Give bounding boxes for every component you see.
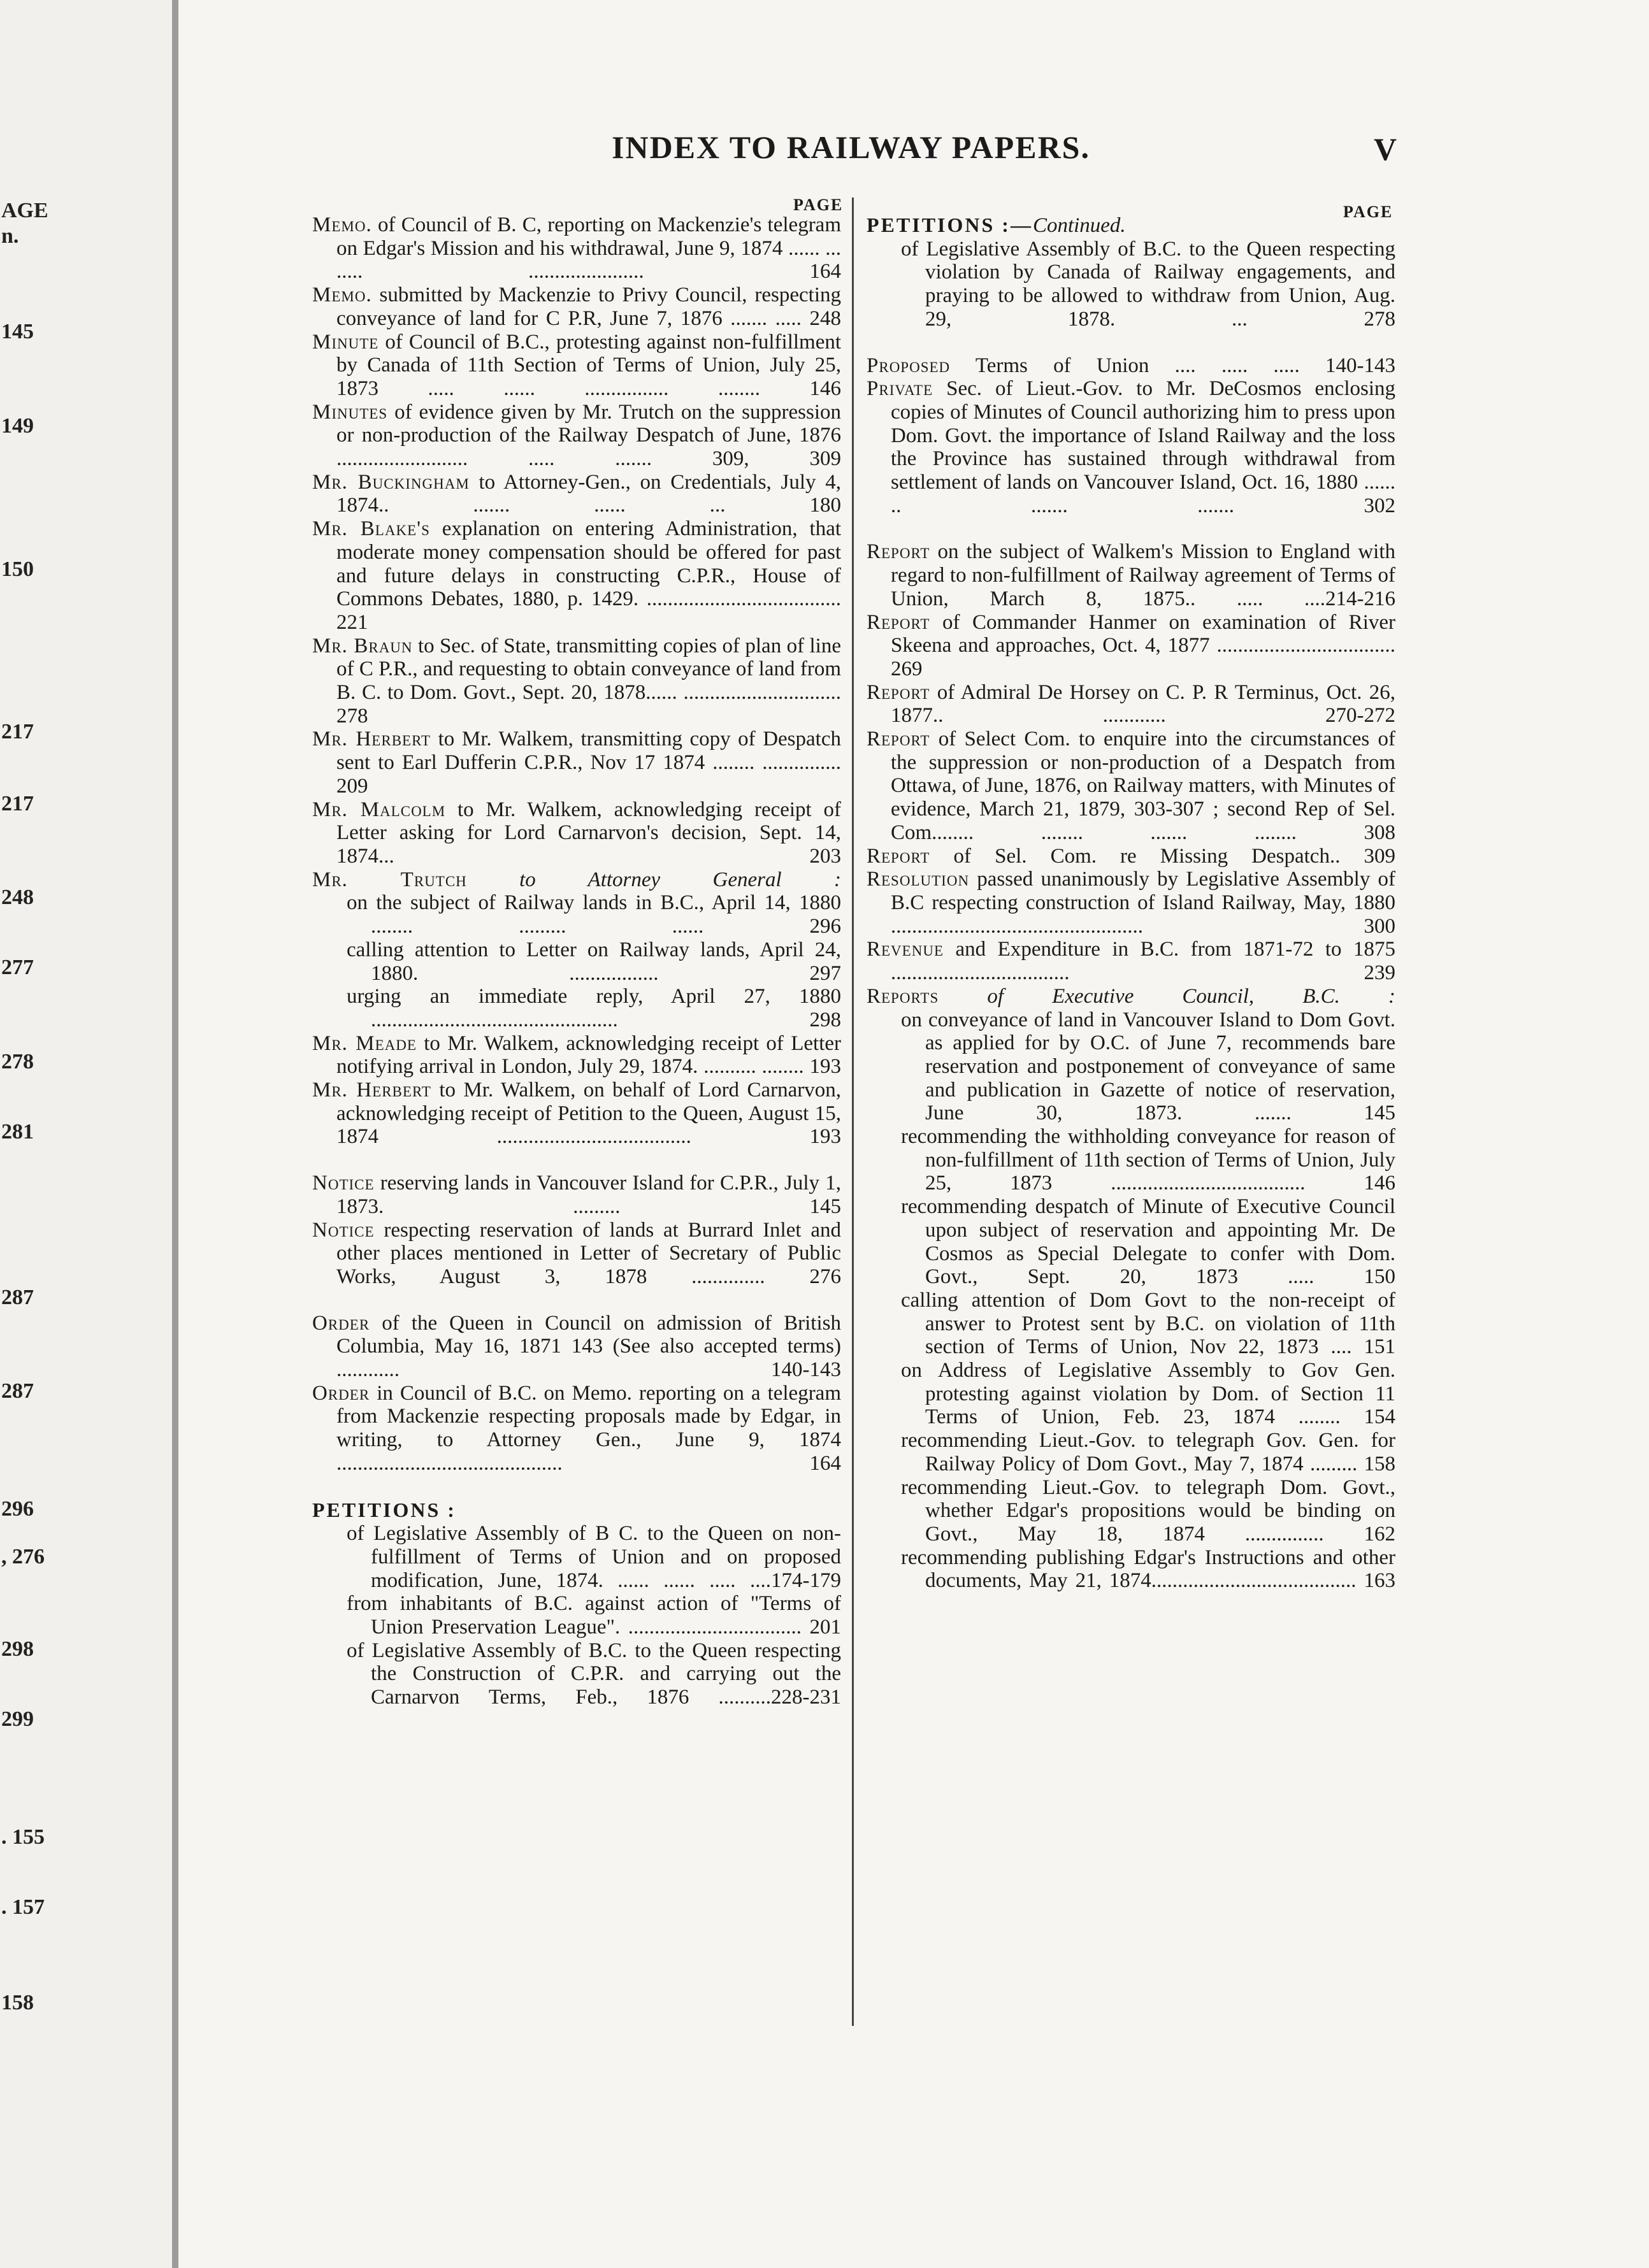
index-entry <box>312 401 841 471</box>
entry-text: of Council of B.C., protesting against non-fulfillment by Canada of 11th Section of Terms of Union, July 25, 1873 ..... ...... ................ ........ 146 <box>336 330 842 400</box>
index-entry <box>312 728 841 798</box>
entry-lead: Mr. Buckingham <box>312 470 470 494</box>
entry-lead: Minute <box>312 330 379 354</box>
entry-text: respecting reservation of lands at Burrard Inlet and other places mentioned in Letter of Secretary of Public Works, August 3, 1878 .............. 276 <box>336 1218 842 1288</box>
index-heading <box>312 1498 841 1523</box>
entry-text: Terms of Union .... ..... ..... 140-143 <box>975 354 1395 377</box>
gutter-page-number: 287 <box>1 1286 34 1309</box>
page-title: INDEX TO RAILWAY PAPERS. <box>612 129 1090 165</box>
entry-lead: Memo. <box>312 213 372 236</box>
entry-lead: Mr. Meade <box>312 1031 417 1055</box>
index-entry <box>867 377 1395 517</box>
entry-text: of the Queen in Council on admission of British Columbia, May 16, 1871 143 (See also accepted terms) ............ 140-143 <box>336 1311 841 1382</box>
index-subentry: from inhabitants of B.C. against action of "Terms of Union Preservation League". ................................. 201 <box>347 1592 841 1639</box>
index-subentry: on Address of Legislative Assembly to Gov Gen. protesting against violation by Dom. of Section 11 Terms of Union, Feb. 23, 1874 ........ 154 <box>901 1359 1395 1429</box>
entry-text: submitted by Mackenzie to Privy Council, respecting conveyance of land for C P.R, June 7, 1876 ....... ..... 248 <box>336 284 841 330</box>
gutter-page-number: 158 <box>1 1991 34 2014</box>
entry-text: of Commander Hanmer on examination of River Skeena and approaches, Oct. 4, 1877 .................................. 269 <box>891 610 1395 680</box>
gutter-page-number: 248 <box>1 886 34 909</box>
index-subentry: calling attention of Dom Govt to the non-receipt of answer to Protest sent by B.C. on violation of 11th section of Terms of Union, Nov 22, 1873 .... 151 <box>901 1288 1395 1359</box>
entry-lead: Order <box>312 1311 370 1335</box>
entry-lead: Mr. Herbert <box>312 728 431 751</box>
entry-text: of Admiral De Horsey on C. P. R Terminus, Oct. 26, 1877.. ............ 270-272 <box>891 680 1395 728</box>
index-entry <box>312 635 841 728</box>
index-subentry: on conveyance of land in Vancouver Island to Dom Govt. as applied for by O.C. of June 7, recommends bare reservation and postponement of conveyance of same and publication in Gazette of notice of reservation, June 30, 1873. ....... 145 <box>901 1008 1395 1125</box>
entry-text: to Mr. Walkem, on behalf of Lord Carnarvon, acknowledging receipt of Petition to the Queen, August 15, 1874 ..................................... 193 <box>336 1079 841 1149</box>
index-subentry: recommending Lieut.-Gov. to telegraph Gov. Gen. for Railway Policy of Dom Govt., May 7, 1874 ......... 158 <box>901 1429 1395 1475</box>
index-entry <box>312 517 841 635</box>
index-heading <box>867 213 1395 238</box>
index-entry <box>867 681 1395 728</box>
index-entry <box>867 611 1395 681</box>
entry-text: of evidence given by Mr. Trutch on the suppression or non-production of the Railway Despatch of June, 1876 ......................... ..... ....... 309, 309 <box>336 400 841 471</box>
entry-text: to Mr. Walkem, transmitting copy of Despatch sent to Earl Dufferin C.P.R., Nov 17 1874 ........ ............... 209 <box>336 728 841 798</box>
index-entry <box>867 354 1395 378</box>
index-left-column <box>312 213 841 1709</box>
index-subentry: recommending despatch of Minute of Executive Council upon subject of reservation and appointing Mr. De Cosmos as Special Delegate to confer with Dom. Govt., Sept. 20, 1873 ..... 150 <box>901 1195 1395 1289</box>
index-entry <box>312 1312 841 1382</box>
entry-text: to Sec. of State, transmitting copies of plan of line of C P.R., and requesting to obtain conveyance of land from B. C. to Dom. Govt., Sept. 20, 1878...... .............................. 278 <box>336 634 841 728</box>
page-number-roman: V <box>1374 131 1397 167</box>
entry-lead: Memo. <box>312 284 372 307</box>
entry-lead: Minutes <box>312 400 388 424</box>
index-entry <box>312 798 841 868</box>
entry-lead: Reports <box>867 984 939 1008</box>
gutter-page-number: 145 <box>1 320 34 343</box>
entry-lead: Order <box>312 1381 370 1405</box>
index-entry <box>867 868 1395 938</box>
entry-text: in Council of B.C. on Memo. reporting on a telegram from Mackenzie respecting proposals made by Edgar, in writing, to Attorney Gen., June 9, 1874 ........................................... 164 <box>336 1381 841 1475</box>
entry-lead: Report <box>867 540 930 564</box>
index-entry <box>312 471 841 517</box>
gutter-page-number: 149 <box>1 414 34 438</box>
gutter-page-number: 278 <box>1 1050 34 1073</box>
entry-lead: Mr. Herbert <box>312 1079 431 1102</box>
heading-label: PETITIONS : <box>312 1498 456 1521</box>
index-subentry: recommending publishing Edgar's Instructions and other documents, May 21, 1874....................................... 163 <box>901 1546 1395 1593</box>
index-entry <box>312 1172 841 1218</box>
right-column-page-label: PAGE <box>1343 203 1393 221</box>
heading-label: PETITIONS :— <box>867 213 1033 236</box>
index-entry <box>312 1382 841 1475</box>
index-subentry: calling attention to Letter on Railway lands, April 24, 1880. ................. 297 <box>347 938 841 985</box>
gutter-page-number: 281 <box>1 1120 34 1144</box>
entry-lead: Notice <box>312 1218 375 1242</box>
index-entry <box>867 728 1395 845</box>
entry-lead: Private <box>867 377 933 401</box>
entry-text: of Executive Council, B.C. : <box>987 984 1395 1008</box>
left-page-gutter <box>0 0 178 2268</box>
index-entry <box>867 845 1395 868</box>
index-entry <box>312 213 841 284</box>
entry-lead: Mr. Malcolm <box>312 798 446 821</box>
entry-lead: Report <box>867 610 930 634</box>
entry-text: to Attorney-Gen., on Credentials, July 4, 1874.. ....... ...... ... 180 <box>336 470 842 517</box>
entry-text: of Sel. Com. re Missing Despatch.. 309 <box>953 844 1396 868</box>
entry-lead: Mr. Trutch <box>312 868 467 891</box>
entry-lead: Mr. Blake's <box>312 517 430 541</box>
gutter-page-number: 150 <box>1 557 34 581</box>
gutter-page-number: . 157 <box>1 1895 45 1919</box>
entry-text: to Attorney General : <box>519 868 841 891</box>
entry-text: passed unanimously by Legislative Assembly of B.C respecting construction of Island Railway, May, 1880 ................................................ 300 <box>891 868 1395 938</box>
gutter-page-number: 277 <box>1 956 34 979</box>
index-subentry: of Legislative Assembly of B.C. to the Queen respecting violation by Canada of Railway engagements, and praying to be allowed to withdraw from Union, Aug. 29, 1878. ... 278 <box>901 237 1395 331</box>
gutter-page-number: 296 <box>1 1497 34 1521</box>
index-entry <box>312 1079 841 1149</box>
entry-text: to Mr. Walkem, acknowledging receipt of Letter asking for Lord Carnarvon's decision, Sept. 14, 1874... 203 <box>336 798 842 868</box>
gutter-page-number: 217 <box>1 792 34 815</box>
entry-text: explanation on entering Administration, that moderate money compensation should be offered for past and future delays in constructing C.P.R., House of Commons Debates, 1880, p. 1429. ..................................... 221 <box>336 517 842 634</box>
left-column-page-label: PAGE <box>793 196 844 214</box>
gutter-label: AGE <box>1 199 48 222</box>
entry-lead: Report <box>867 728 930 751</box>
index-subentry: urging an immediate reply, April 27, 1880 ............................................... 298 <box>347 985 841 1031</box>
gutter-page-number: 298 <box>1 1637 34 1661</box>
entry-text: of Council of B. C, reporting on Mackenzie's telegram on Edgar's Mission and his withdrawal, June 9, 1874 ...... ... ..... ...................... 164 <box>336 213 841 284</box>
gutter-page-number: , 276 <box>1 1545 45 1568</box>
gutter-page-number: 217 <box>1 720 34 743</box>
gutter-page-number: 287 <box>1 1379 34 1403</box>
index-entry <box>312 1032 841 1079</box>
entry-lead: Proposed <box>867 354 951 377</box>
heading-continued: Continued. <box>1032 214 1126 237</box>
entry-lead: Revenue <box>867 938 944 961</box>
entry-lead: Resolution <box>867 868 970 891</box>
entry-lead: Report <box>867 844 930 868</box>
index-entry <box>312 284 841 330</box>
gutter-label: n. <box>1 224 19 248</box>
gutter-page-number: 299 <box>1 1707 34 1731</box>
gutter-page-number: . 155 <box>1 1825 45 1849</box>
entry-text: on the subject of Walkem's Mission to England with regard to non-fulfillment of Railway agreement of Terms of Union, March 8, 1875.. ..... ....214-216 <box>891 540 1396 610</box>
index-subentry: of Legislative Assembly of B C. to the Queen on non-fulfillment of Terms of Union and on proposed modification, June, 1874. ...... ...... ..... ....174-179 <box>347 1522 841 1592</box>
entry-text: and Expenditure in B.C. from 1871-72 to 1875 .................................. 239 <box>891 938 1396 985</box>
index-subentry: of Legislative Assembly of B.C. to the Queen respecting the Construction of C.P.R. and carrying out the Carnarvon Terms, Feb., 1876 ..........228-231 <box>347 1639 841 1709</box>
entry-lead: Mr. Braun <box>312 634 413 657</box>
entry-text: to Mr. Walkem, acknowledging receipt of Letter notifying arrival in London, July 29, 1874. .......... ........ 193 <box>336 1031 842 1079</box>
entry-lead: Notice <box>312 1172 375 1195</box>
index-entry <box>312 1219 841 1289</box>
index-entry <box>867 540 1395 610</box>
index-entry <box>867 985 1395 1008</box>
column-divider <box>852 197 854 2026</box>
entry-text: reserving lands in Vancouver Island for C.P.R., July 1, 1873. ......... 145 <box>336 1172 841 1218</box>
entry-lead: Report <box>867 680 930 704</box>
index-subentry: on the subject of Railway lands in B.C., April 14, 1880 ........ ......... ...... 296 <box>347 891 841 938</box>
index-subentry: recommending Lieut.-Gov. to telegraph Dom. Govt., whether Edgar's propositions would be binding on Govt., May 18, 1874 ............... 162 <box>901 1475 1395 1546</box>
entry-text: of Select Com. to enquire into the circumstances of the suppression or non-production of a Despatch from Ottawa, of June, 1876, on Railway matters, with Minutes of evidence, March 21, 1879, 303-307 ; second Rep of Sel. Com........ ........ ....... ........ 308 <box>891 728 1396 844</box>
entry-text: Sec. of Lieut.-Gov. to Mr. DeCosmos enclosing copies of Minutes of Council authorizing him to press upon Dom. Govt. the importance of Island Railway and the loss the Province has sustained through withdrawal from settlement of lands on Vancouver Island, Oct. 16, 1880 ...... .. ....... ....... 302 <box>891 377 1395 517</box>
index-right-column <box>867 213 1395 1593</box>
index-entry <box>312 331 841 401</box>
index-entry <box>867 938 1395 984</box>
index-entry <box>312 868 841 892</box>
index-subentry: recommending the withholding conveyance for reason of non-fulfillment of 11th section of Terms of Union, July 25, 1873 ..................................... 146 <box>901 1125 1395 1195</box>
